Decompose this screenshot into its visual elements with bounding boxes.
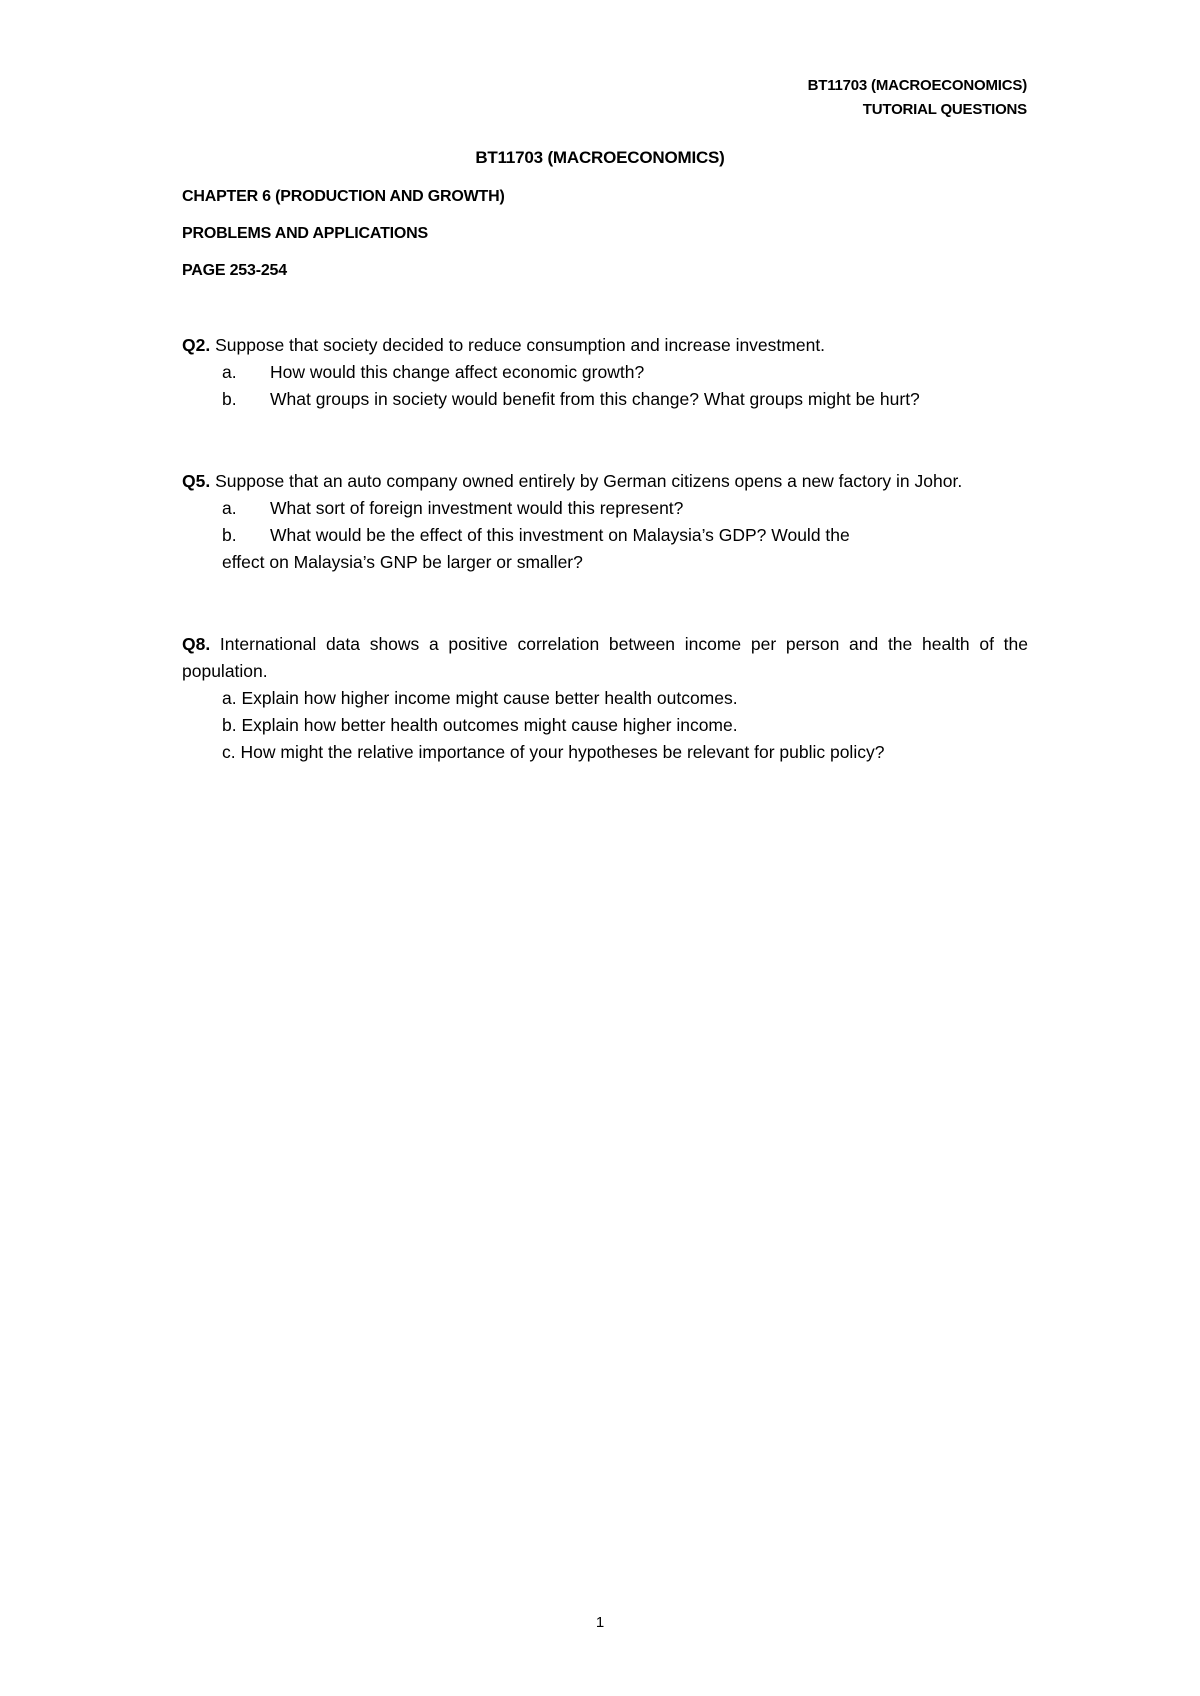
question-stem bbox=[182, 468, 1028, 495]
sub-question-letter: a. bbox=[222, 498, 237, 518]
question-q2 bbox=[182, 332, 1028, 413]
sub-question-text: Explain how higher income might cause better health outcomes. bbox=[241, 688, 738, 708]
sub-question-letter: a. bbox=[222, 362, 237, 382]
sub-question-text: Explain how better health outcomes might cause higher income. bbox=[241, 715, 738, 735]
sub-question-letter: b. bbox=[222, 389, 237, 409]
sub-question bbox=[182, 739, 1028, 766]
sub-question-text: What sort of foreign investment would this represent? bbox=[270, 498, 684, 518]
document-title: BT11703 (MACROECONOMICS) bbox=[475, 148, 725, 167]
question-number: Q5. bbox=[182, 471, 211, 491]
sub-question-text: What groups in society would benefit from this change? What groups might be hurt? bbox=[270, 389, 920, 409]
question-number: Q8. bbox=[182, 634, 211, 654]
header-course-code: BT11703 (MACROECONOMICS) bbox=[807, 77, 1027, 94]
header-doc-type: TUTORIAL QUESTIONS bbox=[862, 101, 1027, 118]
sub-question bbox=[182, 712, 1028, 739]
question-text: Suppose that society decided to reduce consumption and increase investment. bbox=[215, 335, 826, 355]
sub-question-text: What would be the effect of this investment on Malaysia’s GDP? Would the bbox=[270, 525, 850, 545]
question-stem bbox=[182, 631, 1028, 685]
sub-question-text: How might the relative importance of your hypotheses be relevant for public policy? bbox=[240, 742, 885, 762]
question-text: Suppose that an auto company owned entirely by German citizens opens a new factory in Johor. bbox=[215, 471, 963, 491]
sub-question-letter: a. bbox=[222, 688, 237, 708]
page-number: 1 bbox=[595, 1614, 605, 1631]
chapter-heading: CHAPTER 6 (PRODUCTION AND GROWTH) bbox=[182, 188, 505, 205]
question-number: Q2. bbox=[182, 335, 211, 355]
sub-question-text: How would this change affect economic growth? bbox=[270, 362, 645, 382]
question-q5 bbox=[182, 468, 1028, 576]
sub-question-continuation: effect on Malaysia’s GNP be larger or smaller? bbox=[222, 552, 583, 572]
sub-question-letter: c. bbox=[222, 742, 236, 762]
sub-question bbox=[182, 685, 1028, 712]
section-heading: PROBLEMS AND APPLICATIONS bbox=[182, 225, 428, 242]
page-range: PAGE 253-254 bbox=[182, 262, 287, 279]
sub-question bbox=[182, 386, 1028, 413]
sub-question-letter: b. bbox=[222, 525, 237, 545]
question-stem bbox=[182, 332, 1028, 359]
sub-question bbox=[182, 522, 1028, 549]
sub-question bbox=[182, 359, 1028, 386]
sub-question-letter: b. bbox=[222, 715, 237, 735]
question-q8 bbox=[182, 631, 1028, 766]
sub-question bbox=[182, 495, 1028, 522]
running-header bbox=[808, 74, 1027, 122]
question-text: International data shows a positive correlation between income per person and the health of the population. bbox=[182, 634, 1028, 681]
